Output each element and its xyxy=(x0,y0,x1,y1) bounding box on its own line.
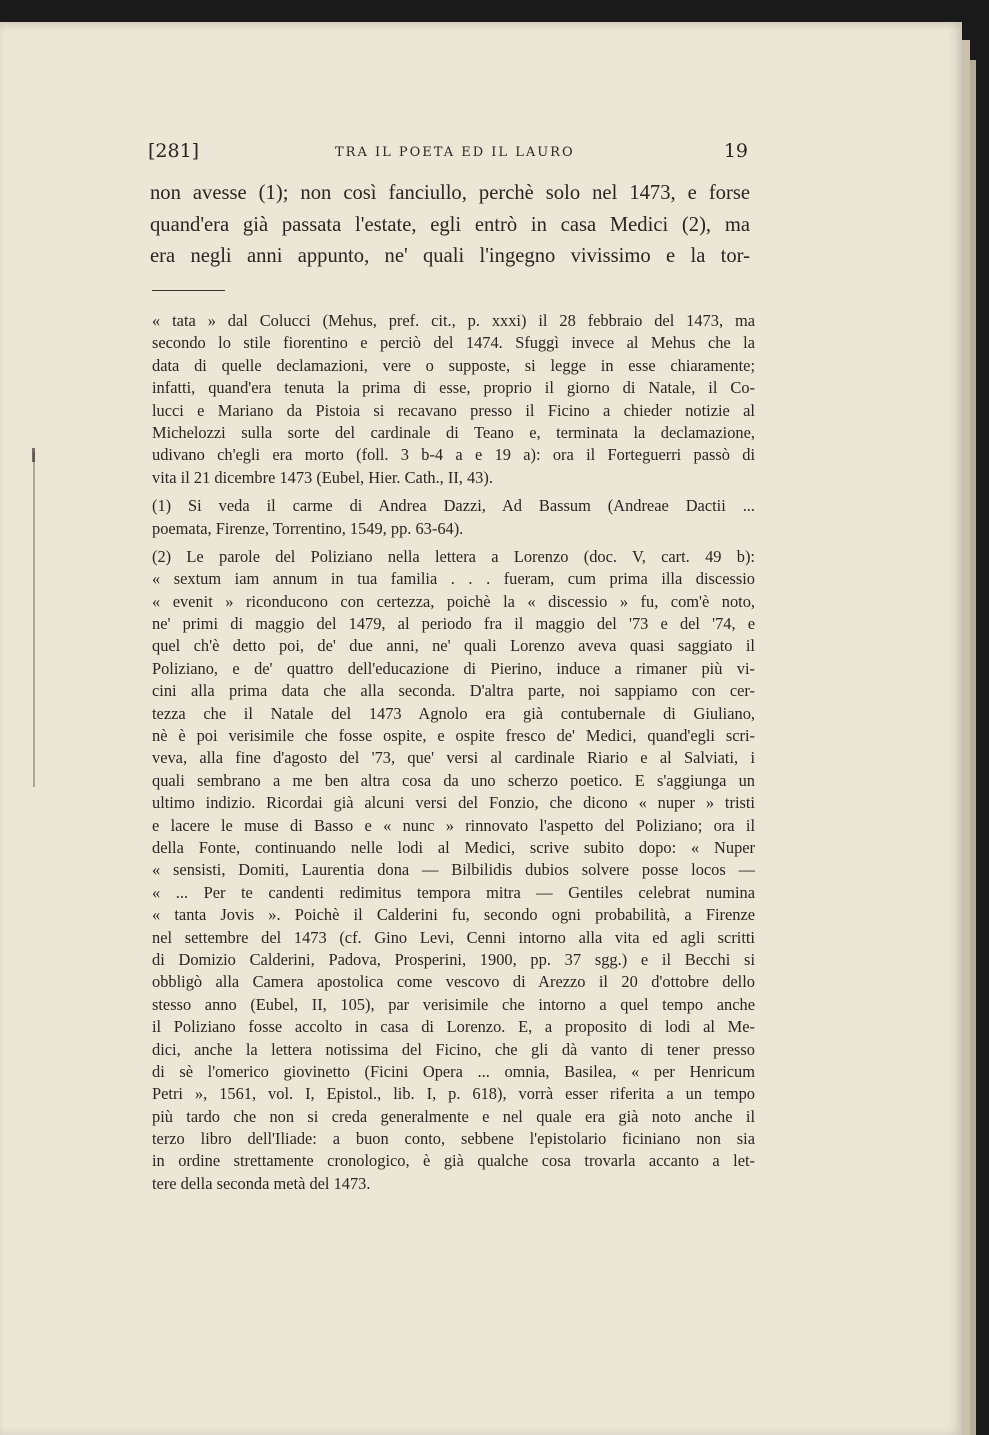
note-line: quali sembrano a me ben altra cosa da uno scherzo poetico. E s'aggiunga un xyxy=(152,770,755,790)
note-line: (2) Le parole del Poliziano nella lettera a Lorenzo (doc. V, cart. 49 b): xyxy=(152,546,755,566)
note-line: terzo libro dell'Iliade: a buon conto, sebbene l'epistolario ficiniano non sia xyxy=(152,1129,755,1149)
main-text xyxy=(150,178,750,273)
note-line: infatti, quand'era tenuta la prima di esse, proprio il giorno di Natale, il Co- xyxy=(152,378,755,398)
note-line: veva, alla fine d'agosto del '73, que' versi al cardinale Riario e al Salviati, i xyxy=(152,748,755,768)
margin-line xyxy=(33,452,35,787)
note-line: più tardo che non si creda generalmente e nel quale era già noto anche il xyxy=(152,1106,755,1126)
note-line: « tata » dal Colucci (Mehus, pref. cit., p. xxxi) il 28 febbraio del 1473, ma xyxy=(152,311,755,330)
note-line: « sextum iam annum in tua familia . . . fueram, cum prima illa discessio xyxy=(152,569,755,589)
page-edge-back xyxy=(970,60,976,1435)
note-line: ne' primi di maggio del 1479, al periodo fra il maggio del '73 e del '74, e xyxy=(152,614,755,634)
footnotes xyxy=(152,310,755,1201)
note-line: « ... Per te candenti redimitus tempora mitra — Gentiles celebrat numina xyxy=(152,882,755,902)
page-number: 19 xyxy=(723,140,748,162)
note-line: poemata, Firenze, Torrentino, 1549, pp. 63-64). xyxy=(152,518,464,538)
note-line: vita il 21 dicembre 1473 (Eubel, Hier. Cath., II, 43). xyxy=(152,467,493,487)
note-line: ultimo indizio. Ricordai già alcuni versi del Fonzio, che dicono « nuper » tristi xyxy=(152,793,755,813)
note-line: lucci e Mariano da Pistoia si recavano presso il Ficino a chieder notizie al xyxy=(152,400,755,420)
note-line: secondo lo stile fiorentino e perciò del 1474. Sfuggì invece al Mehus che la xyxy=(152,333,755,353)
note-line: Poliziano, e de' quattro dell'educazione di Pierino, induce a rimaner più vi- xyxy=(152,658,755,678)
note-line: (1) Si veda il carme di Andrea Dazzi, Ad Bassum (Andreae Dactii ... xyxy=(152,496,755,516)
note-line: cini alla prima data che alla seconda. D'altra parte, noi sappiamo con cer- xyxy=(152,681,755,701)
note-line: di Domizio Calderini, Padova, Prosperini, 1900, pp. 37 sgg.) e il Becchi si xyxy=(152,949,755,969)
note-line: Petri », 1561, vol. I, Epistol., lib. I, p. 618), vorrà esser riferita a un tempo xyxy=(152,1084,755,1104)
note-line: e lacere le muse di Basso e « nunc » rinnovato l'aspetto del Poliziano; ora il xyxy=(152,815,755,835)
note-line: obbligò alla Camera apostolica come vescovo di Arezzo il 20 d'ottobre dello xyxy=(152,972,755,992)
note-line: Michelozzi sulla sorte del cardinale di Teano e, terminata la declamazione, xyxy=(152,422,755,442)
note-line: « sensisti, Domiti, Laurentia dona — Bilbilidis dubios solvere posse locos — xyxy=(152,860,755,880)
footnote-2 xyxy=(152,546,755,1195)
note-line: tere della seconda metà del 1473. xyxy=(152,1173,371,1193)
footnote-rule xyxy=(152,290,225,291)
footnote-1 xyxy=(152,495,755,540)
note-line: tezza che il Natale del 1473 Agnolo era già contubernale di Giuliano, xyxy=(152,703,755,723)
note-line: « evenit » riconducono con certezza, poichè la « discessio » fu, com'è noto, xyxy=(152,591,755,611)
body-line: era negli anni appunto, ne' quali l'ingegno vivissimo e la tor- xyxy=(150,245,750,267)
footnote-continuation xyxy=(152,310,755,489)
note-line: di sè l'omerico giovinetto (Ficini Opera ... omnia, Basilea, « per Henricum xyxy=(152,1061,755,1081)
body-line: quand'era già passata l'estate, egli entrò in casa Medici (2), ma xyxy=(150,213,750,236)
running-header xyxy=(148,140,752,170)
note-line: quel ch'è detto poi, de' due anni, ne' quali Lorenzo aveva quasi saggiato il xyxy=(152,636,755,656)
page-edge xyxy=(962,40,970,1435)
note-line: udivano ch'egli era morto (foll. 3 b-4 a e 19 a): ora il Forteguerri passò di xyxy=(152,445,755,465)
note-line: della Fonte, continuando nelle lodi al Medici, scrive subito dopo: « Nuper xyxy=(152,837,755,857)
running-title: TRA IL POETA ED IL LAURO xyxy=(335,145,575,160)
note-line: « tanta Jovis ». Poichè il Calderini fu, secondo ogni probabilità, a Firenze xyxy=(152,905,755,925)
note-line: il Poliziano fosse accolto in casa di Lorenzo. E, a proposito di lodi al Me- xyxy=(152,1017,755,1037)
page-ref: [281] xyxy=(148,140,200,162)
note-line: nè è poi verisimile che fosse ospite, e ospite fresco de' Medici, quand'egli scri- xyxy=(152,726,755,746)
body-line: non avesse (1); non così fanciullo, perchè solo nel 1473, e forse xyxy=(150,182,750,204)
note-line: stesso anno (Eubel, II, 105), par verisimile che intorno a quel tempo anche xyxy=(152,994,755,1014)
note-line: nel settembre del 1473 (cf. Gino Levi, Cenni intorno alla vita ed agli scritti xyxy=(152,927,755,947)
note-line: in ordine strettamente cronologico, è già qualche cosa trovarla accanto a let- xyxy=(152,1151,755,1171)
note-line: dici, anche la lettera notissima del Ficino, che gli dà vanto di tener presso xyxy=(152,1039,755,1059)
note-line: data di quelle declamazioni, vere o supposte, si legge in esse chiaramente; xyxy=(152,355,755,375)
